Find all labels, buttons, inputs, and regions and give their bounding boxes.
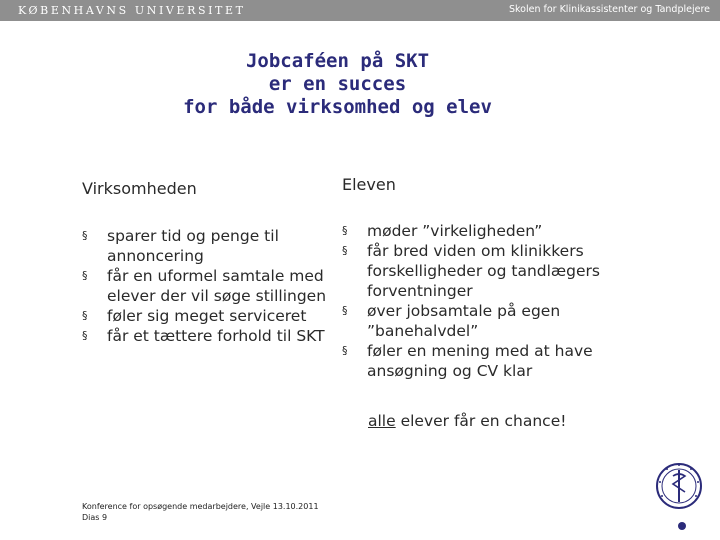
seal-dot-icon [678,522,686,530]
university-seal-icon [655,462,703,510]
list-item: § føler sig meget serviceret [82,307,307,325]
note-emphasis: alle [368,412,396,430]
title-line-3: for både virksomhed og elev [183,96,492,118]
school-name: Skolen for Klinikassistenter og Tandplejere [508,4,710,15]
bullet-icon: § [342,304,348,317]
list-item: § får bred viden om klinikkers forskelligheder og tandlægers forventninger [342,242,600,300]
footer-conference: Konference for opsøgende medarbejdere, Vejle 13.10.2011 [82,502,319,511]
slide-title [0,50,675,119]
list-item: § sparer tid og penge til annoncering [82,227,279,265]
university-name: KØBENHAVNS UNIVERSITET [18,4,246,17]
list-item: § møder ”virkeligheden” [342,222,543,240]
right-column [342,221,604,381]
footer-slide-number: Dias 9 [82,513,108,522]
bullet-icon: § [82,229,88,242]
chance-note [368,412,566,430]
header-bar [0,0,720,21]
left-bullet-list [82,226,344,346]
list-item: § føler en mening med at have ansøgning og CV klar [342,342,593,380]
left-column [82,226,344,346]
list-item: § får en uformel samtale med elever der vil søge stillingen [82,267,327,305]
bullet-icon: § [82,329,88,342]
bullet-icon: § [342,224,348,237]
title-line-1: Jobcaféen på SKT [245,50,430,72]
bullet-icon: § [82,309,88,322]
right-column-heading: Eleven [342,175,396,194]
title-line-2: er en succes [268,73,407,95]
bullet-icon: § [342,244,348,257]
list-item: § får et tættere forhold til SKT [82,327,325,345]
left-column-heading: Virksomheden [82,179,197,198]
right-bullet-list [342,221,604,381]
bullet-icon: § [82,269,88,282]
bullet-icon: § [342,344,348,357]
list-item: § øver jobsamtale på egen ”banehalvdel” [342,302,561,340]
note-text: elever får en chance! [395,412,567,430]
footer [82,501,319,523]
